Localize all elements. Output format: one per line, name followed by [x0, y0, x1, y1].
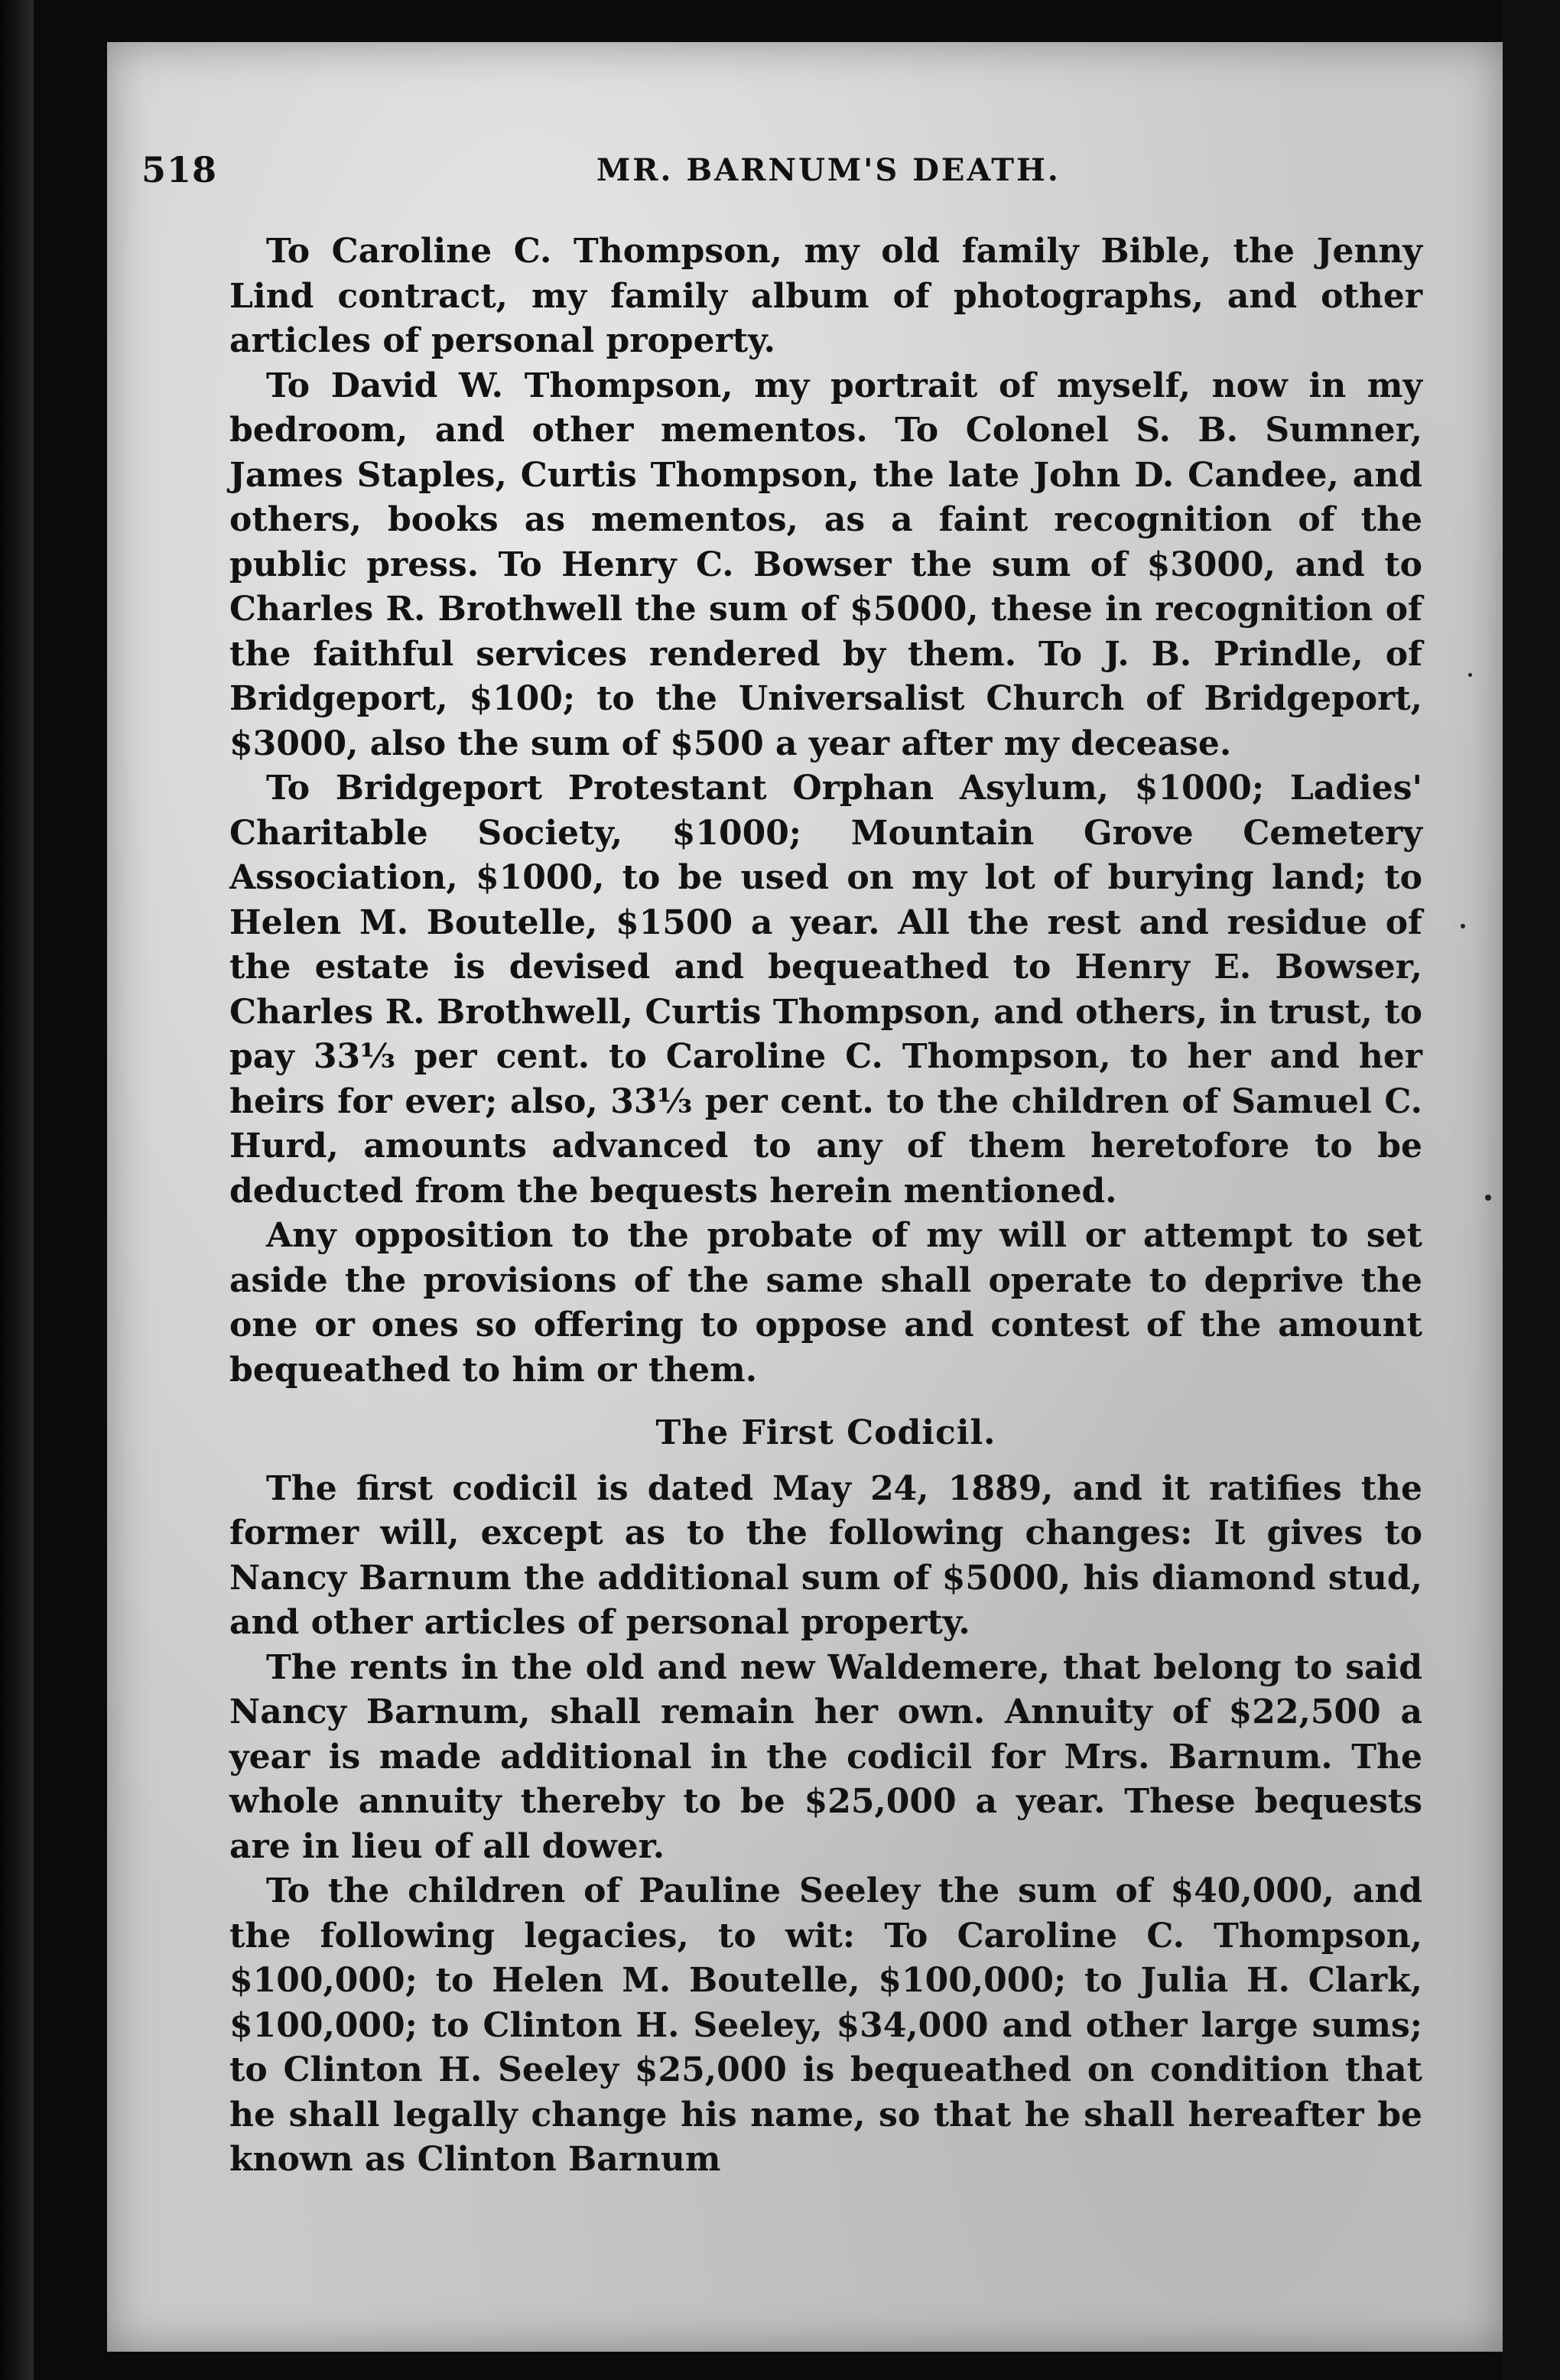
section-title: The First Codicil. [655, 1413, 996, 1452]
page-header [141, 149, 1396, 203]
ink-speck [1468, 673, 1472, 677]
running-head: MR. BARNUM'S DEATH. [596, 152, 1061, 188]
paragraph: To Caroline C. Thompson, my old family Bible, the Jenny Lind contract, my family album of photographs, and other articles of personal property. [229, 232, 1422, 360]
paragraph: To the children of Pauline Seeley the sum of $40,000, and the following legacies, to wit: To Caroline C. Thompson, $100,000; to Helen M. Boutelle, $100,000; to Julia H. Clark, $100,000; to Clinton H. Seeley, $34,000 and other large sums; to Clinton H. Seeley $25,000 is bequeathed on condition that he shall legally change his name, so that he shall hereafter be known as Clinton Barnum [229, 1871, 1422, 2179]
ink-speck [1485, 1195, 1491, 1201]
ink-speck [1461, 924, 1465, 928]
paragraph: Any opposition to the probate of my will or attempt to set aside the provisions of the same shall operate to deprive the one or ones so offering to oppose and contest of the amount bequeathed to him or them. [229, 1216, 1422, 1390]
paragraph: The rents in the old and new Waldemere, that belong to said Nancy Barnum, shall remain her own. Annuity of $22,500 a year is made additional in the codicil for Mrs. Barnum. The whole annuity thereby to be $25,000 a year. These bequests are in lieu of all dower. [229, 1647, 1422, 1866]
page-body [229, 229, 1422, 2183]
paragraph: To Bridgeport Protestant Orphan Asylum, $1000; Ladies' Charitable Society, $1000; Mountain Grove Cemetery Association, $1000, to be used on my lot of burying land; to Helen M. Boutelle, $1500 a year. All the rest and residue of the estate is devised and bequeathed to Henry E. Bowser, Charles R. Brothwell, Curtis Thompson, and others, in trust, to pay 33⅓ per cent. to Caroline C. Thompson, to her and her heirs for ever; also, 33⅓ per cent. to the children of Samuel C. Hurd, amounts advanced to any of them heretofore to be deducted from the bequests herein mentioned. [229, 769, 1422, 1211]
page-number: 518 [141, 149, 218, 190]
book-spine-edge [0, 0, 34, 2380]
scan-right-border [1503, 0, 1560, 2380]
paragraph: To David W. Thompson, my portrait of myself, now in my bedroom, and other mementos. To Colonel S. B. Sumner, James Staples, Curtis Thompson, the late John D. Candee, and others, books as mementos, as a faint recognition of the public press. To Henry C. Bowser the sum of $3000, and to Charles R. Brothwell the sum of $5000, these in recognition of the faithful services rendered by them. To J. B. Prindle, of Bridgeport, $100; to the Universalist Church of Bridgeport, $3000, also the sum of $500 a year after my decease. [229, 366, 1422, 763]
paragraph: The first codicil is dated May 24, 1889, and it ratifies the former will, except as to the following changes: It gives to Nancy Barnum the additional sum of $5000, his diamond stud, and other articles of personal property. [229, 1468, 1422, 1642]
